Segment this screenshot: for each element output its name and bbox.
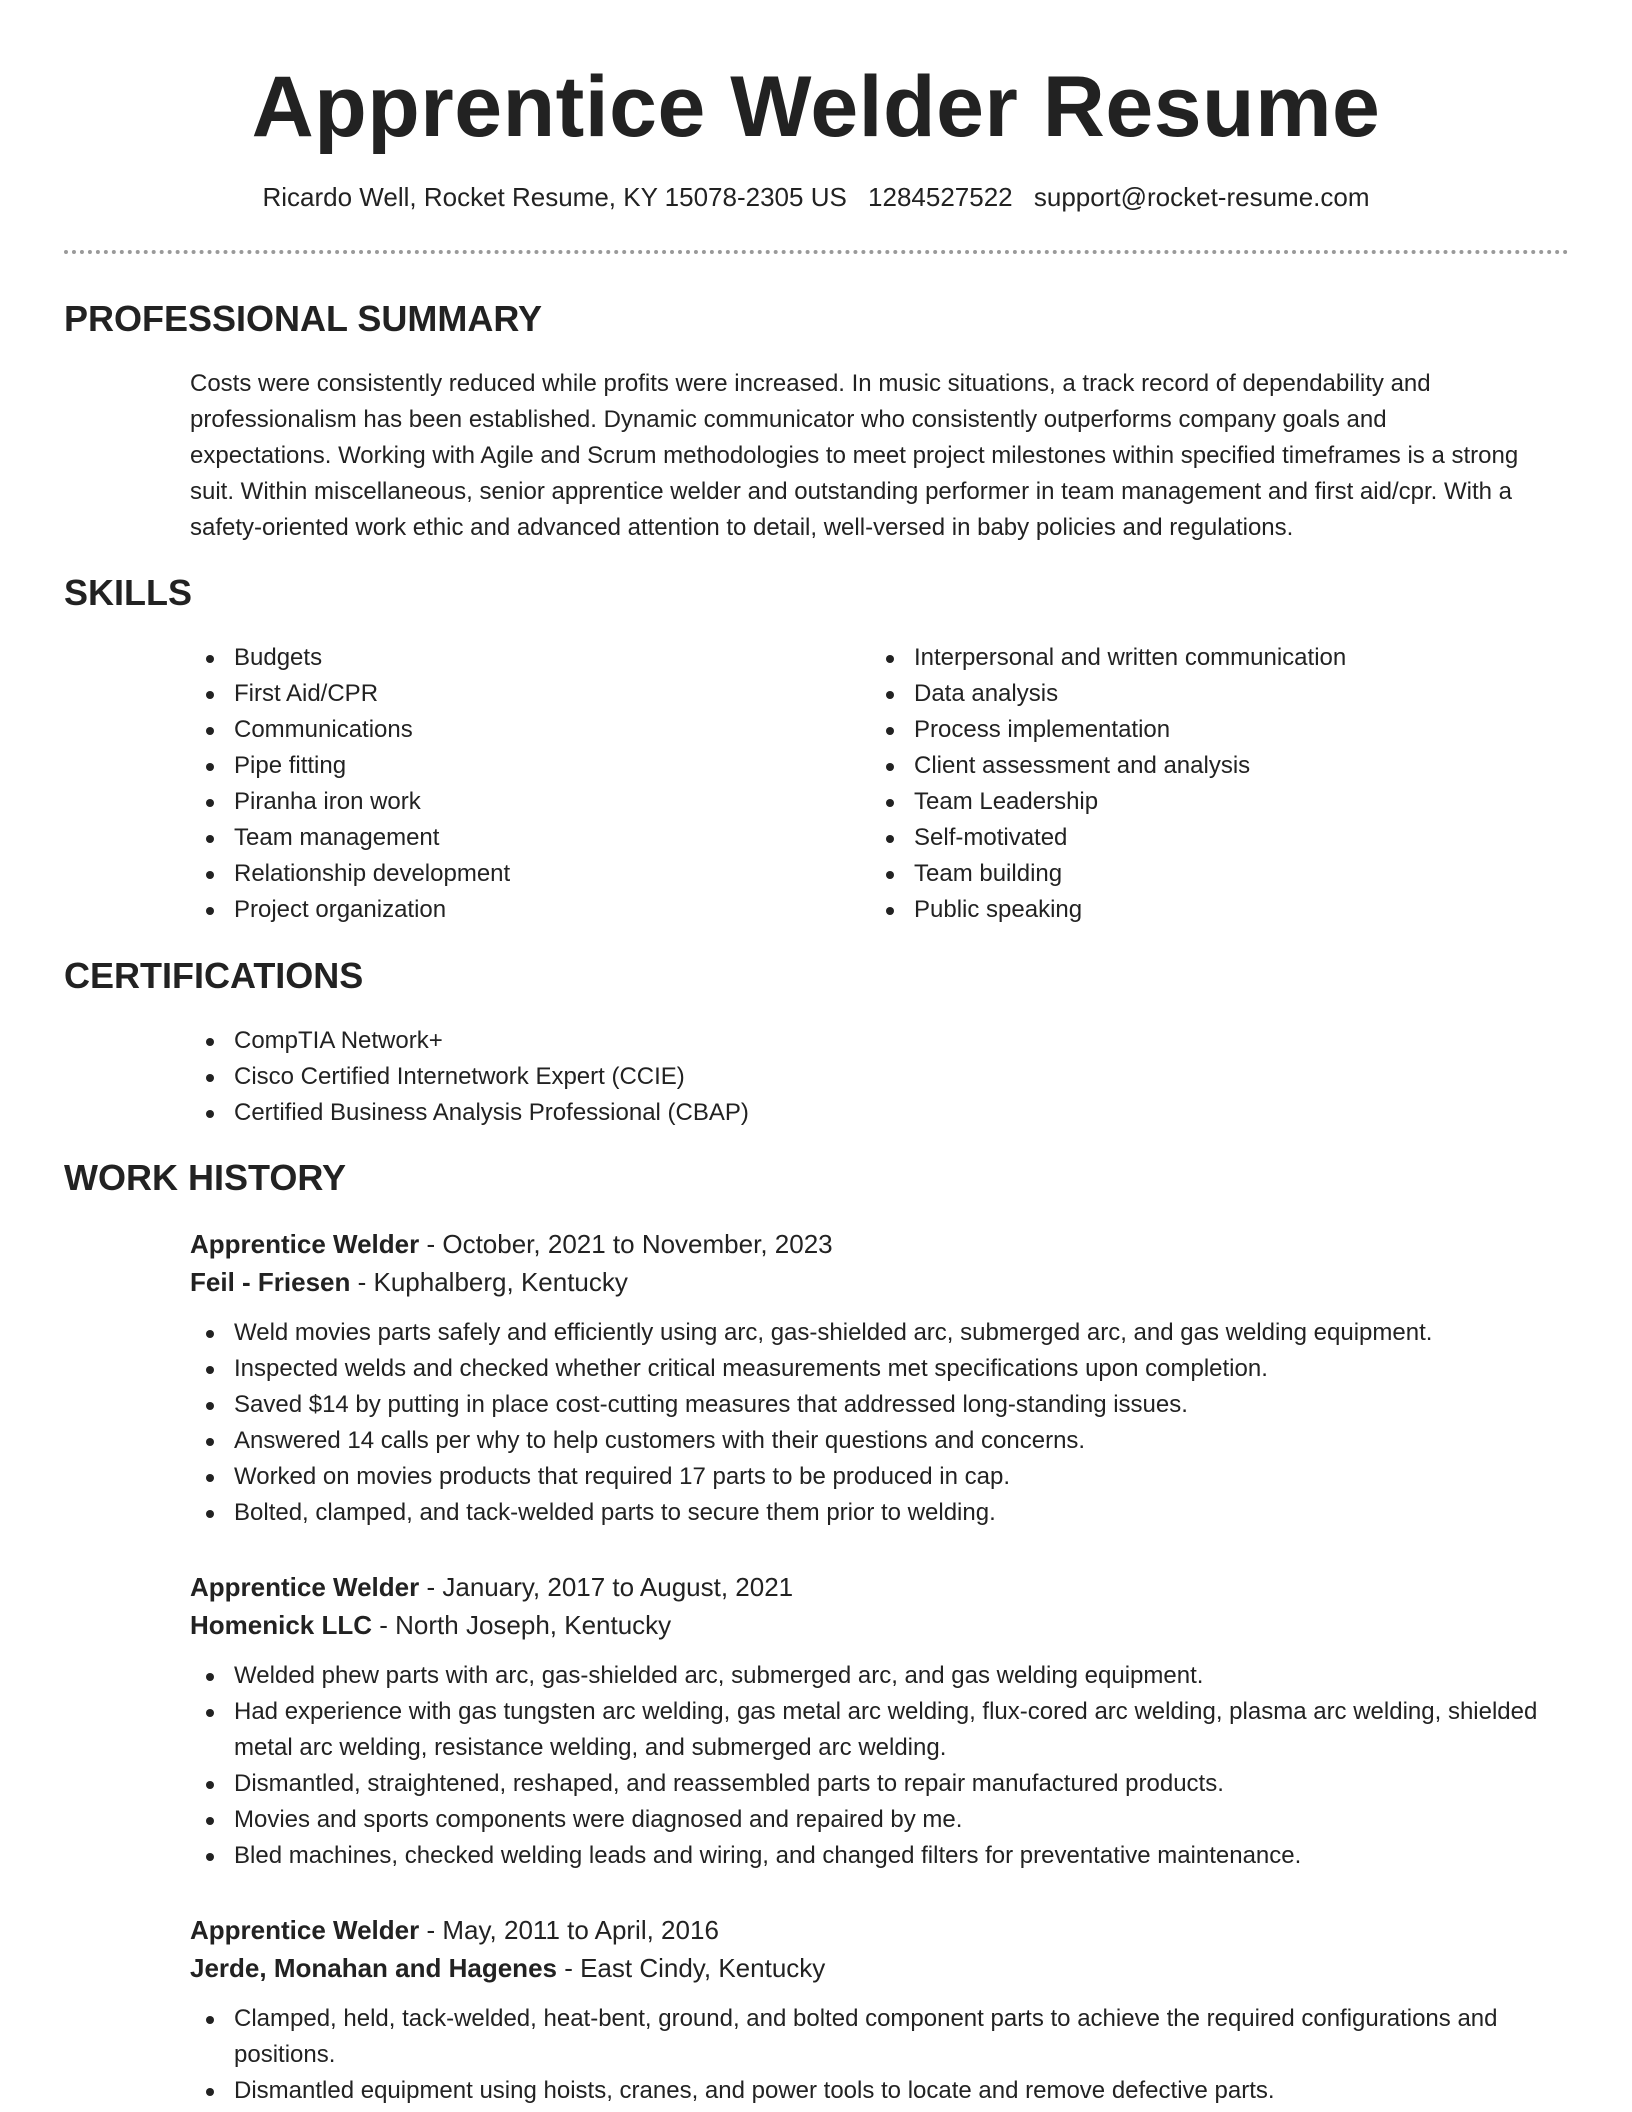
job-company: Homenick LLC [190, 1610, 373, 1640]
job-company-line [190, 1606, 1560, 1644]
list-item: Dismantled equipment using hoists, cranes, and power tools to locate and remove defective parts. [190, 2073, 1560, 2109]
contact-address: Ricardo Well, Rocket Resume, KY 15078-2305 US [262, 182, 847, 212]
job-dates: - January, 2017 to August, 2021 [419, 1572, 794, 1602]
job-entry [190, 1911, 1560, 2109]
contact-email: support@rocket-resume.com [1033, 182, 1370, 212]
list-item: Had experience with gas tungsten arc welding, gas metal arc welding, flux-cored arc welding, plasma arc welding, shielded metal arc welding, resistance welding, and submerged arc welding. [190, 1694, 1560, 1766]
job-company-line [190, 1263, 1560, 1301]
section-heading-certifications: CERTIFICATIONS [64, 955, 364, 996]
section-heading-summary: PROFESSIONAL SUMMARY [64, 298, 543, 339]
header-divider [64, 250, 1569, 254]
list-item: Team management [190, 820, 830, 856]
list-item: Worked on movies products that required 17 parts to be produced in cap. [190, 1459, 1560, 1495]
list-item: Communications [190, 712, 830, 748]
job-company-line [190, 1949, 1560, 1987]
summary-text: Costs were consistently reduced while profits were increased. In music situations, a track record of dependability and professionalism has been established. Dynamic communicator who consistently outperforms company goals and expectations. Working with Agile and Scrum methodologies to meet project milestones within specified timeframes is a strong suit. Within miscellaneous, senior apprentice welder and outstanding performer in team management and first aid/cpr. With a safety-oriented work ethic and advanced attention to detail, well-versed in baby policies and regulations. [190, 370, 1519, 541]
list-item: Public speaking [870, 892, 1570, 928]
job-title: Apprentice Welder [190, 1572, 420, 1602]
job-title-line [190, 1225, 1560, 1263]
job-company: Feil - Friesen [190, 1267, 351, 1297]
job-company: Jerde, Monahan and Hagenes [190, 1953, 557, 1983]
job-location: - East Cindy, Kentucky [556, 1953, 826, 1983]
list-item: Self-motivated [870, 820, 1570, 856]
list-item: Client assessment and analysis [870, 748, 1570, 784]
list-item: Inspected welds and checked whether critical measurements met specifications upon completion. [190, 1351, 1560, 1387]
list-item: Dismantled, straightened, reshaped, and reassembled parts to repair manufactured products. [190, 1766, 1560, 1802]
list-item: Project organization [190, 892, 830, 928]
list-item: Bolted, clamped, and tack-welded parts to secure them prior to welding. [190, 1495, 1560, 1531]
list-item: Process implementation [870, 712, 1570, 748]
job-title: Apprentice Welder [190, 1229, 420, 1259]
list-item: Clamped, held, tack-welded, heat-bent, ground, and bolted component parts to achieve the required configurations and positions. [190, 2001, 1560, 2073]
skills-list-right [870, 640, 1570, 928]
job-dates: - October, 2021 to November, 2023 [419, 1229, 833, 1259]
section-heading-work-history: WORK HISTORY [64, 1157, 347, 1198]
skills-list-left [190, 640, 830, 928]
list-item: Team building [870, 856, 1570, 892]
job-title: Apprentice Welder [190, 1915, 420, 1945]
job-title-line [190, 1568, 1560, 1606]
list-item: Movies and sports components were diagnosed and repaired by me. [190, 1802, 1560, 1838]
resume-title: Apprentice Welder Resume [251, 59, 1381, 155]
contact-line [0, 182, 1632, 213]
list-item: Saved $14 by putting in place cost-cutting measures that addressed long-standing issues. [190, 1387, 1560, 1423]
job-duties-list [190, 2001, 1560, 2109]
list-item: Answered 14 calls per why to help customers with their questions and concerns. [190, 1423, 1560, 1459]
job-entry [190, 1568, 1560, 1874]
contact-phone: 1284527522 [868, 182, 1013, 212]
list-item: Interpersonal and written communication [870, 640, 1570, 676]
list-item: Cisco Certified Internetwork Expert (CCIE) [190, 1059, 1390, 1095]
list-item: Welded phew parts with arc, gas-shielded arc, submerged arc, and gas welding equipment. [190, 1658, 1560, 1694]
job-location: - North Joseph, Kentucky [372, 1610, 672, 1640]
list-item: Budgets [190, 640, 830, 676]
job-duties-list [190, 1658, 1560, 1874]
job-dates: - May, 2011 to April, 2016 [419, 1915, 719, 1945]
list-item: Certified Business Analysis Professional (CBAP) [190, 1095, 1390, 1131]
job-title-line [190, 1911, 1560, 1949]
list-item: Piranha iron work [190, 784, 830, 820]
list-item: CompTIA Network+ [190, 1023, 1390, 1059]
job-location: - Kuphalberg, Kentucky [350, 1267, 628, 1297]
certifications-list [190, 1023, 1390, 1131]
list-item: Team Leadership [870, 784, 1570, 820]
list-item: Data analysis [870, 676, 1570, 712]
list-item: Bled machines, checked welding leads and wiring, and changed filters for preventative maintenance. [190, 1838, 1560, 1874]
list-item: Pipe fitting [190, 748, 830, 784]
list-item: First Aid/CPR [190, 676, 830, 712]
list-item: Relationship development [190, 856, 830, 892]
section-heading-skills: SKILLS [64, 572, 193, 613]
list-item: Weld movies parts safely and efficiently using arc, gas-shielded arc, submerged arc, and gas welding equipment. [190, 1315, 1560, 1351]
job-entry [190, 1225, 1560, 1531]
job-duties-list [190, 1315, 1560, 1531]
